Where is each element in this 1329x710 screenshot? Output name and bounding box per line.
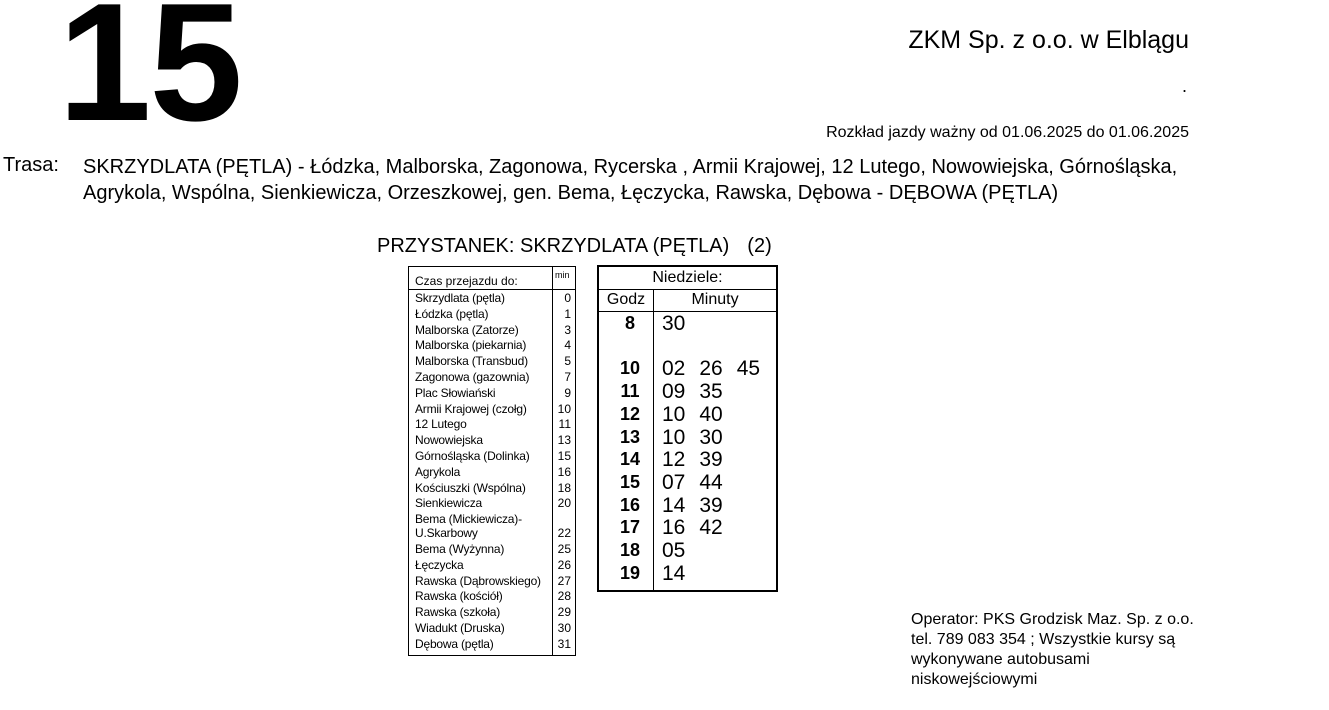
travel-minutes: 28 (557, 589, 571, 604)
travel-stop-name: Rawska (szkoła) (415, 605, 501, 620)
travel-stop-name: Bema (Mickiewicza)- (415, 512, 522, 527)
route-description: SKRZYDLATA (PĘTLA) - Łódzka, Malborska, Zagonowa, Rycerska , Armii Krajowej, 12 Lutego, Nowowiejska, Górnośląska, Agrykola, Wspólna, Sienkiewicza, Orzeszkowej, gen. Bema, Łęczycka, Rawska, Dębowa - DĘBOWA (PĘTLA) (83, 156, 1178, 204)
schedule-minutes (662, 516, 737, 540)
schedule-hour: 12 (619, 403, 641, 424)
travel-stop-name: Łódzka (pętla) (415, 306, 489, 321)
departure-minute: 44 (699, 470, 723, 494)
schedule-minutes (662, 471, 737, 495)
schedule-minutes (662, 539, 699, 563)
travel-stop-name: Malborska (Transbud) (415, 354, 528, 369)
schedule-hour: 8 (624, 313, 635, 333)
travel-stop-name: Kościuszki (Wspólna) (415, 480, 526, 495)
travel-stop-name: Plac Słowiański (415, 385, 496, 400)
schedule-hour: 11 (620, 381, 640, 402)
schedule-row (599, 516, 776, 539)
company-name: ZKM Sp. z o.o. w Elblągu (908, 26, 1189, 54)
schedule-hour: 14 (619, 449, 641, 470)
validity-text: Rozkład jazdy ważny od 01.06.2025 do 01.06.2025 (826, 124, 1189, 141)
schedule-hour: 17 (619, 517, 641, 538)
departure-minute: 14 (662, 561, 686, 585)
travel-stop-name: Zagonowa (gazownia) (415, 370, 530, 384)
travel-stop-name: Łęczycka (415, 557, 464, 572)
travel-minutes: 30 (557, 621, 571, 635)
departure-minute: 30 (699, 425, 723, 449)
route-label: Trasa: (3, 154, 59, 176)
departure-minute: 30 (662, 312, 686, 335)
travel-stop-name: Sienkiewicza (415, 496, 482, 511)
travel-minutes: 27 (557, 573, 571, 588)
travel-minutes: 1 (564, 306, 571, 321)
travel-minutes: 13 (557, 433, 571, 448)
stop-heading (377, 235, 772, 258)
travel-stop-name: Rawska (kościół) (415, 589, 503, 604)
travel-stop-name: U.Skarbowy (415, 526, 478, 541)
schedule-row (599, 357, 776, 380)
travel-time-header: Czas przejazdu do: (415, 274, 518, 288)
departure-minute: 40 (699, 402, 723, 426)
travel-minutes: 18 (557, 480, 571, 495)
travel-stop-name: Nowowiejska (415, 433, 483, 448)
stop-name: PRZYSTANEK: SKRZYDLATA (PĘTLA) (377, 235, 730, 257)
schedule-hour: 10 (619, 358, 641, 379)
departure-minute: 26 (699, 357, 723, 381)
schedule-hour: 19 (619, 562, 641, 583)
schedule-day-type: Niedziele: (652, 269, 723, 286)
schedule-minutes (662, 562, 699, 586)
schedule-minutes (662, 494, 737, 518)
travel-minutes: 4 (564, 338, 571, 353)
travel-stop-name: Malborska (Zatorze) (415, 322, 519, 337)
schedule-hour: 15 (619, 471, 641, 492)
travel-minutes: 26 (557, 557, 571, 572)
schedule-hour: 16 (619, 494, 641, 515)
stop-number: (2) (747, 235, 772, 257)
travel-minutes: 29 (557, 605, 571, 620)
travel-minutes: 5 (564, 354, 571, 369)
hour-column-header: Godz (606, 291, 646, 308)
travel-time-table (408, 266, 576, 656)
departure-minute: 39 (699, 493, 723, 517)
schedule-minutes (662, 312, 699, 336)
schedule-hour: 13 (619, 426, 641, 447)
departure-minute: 09 (662, 380, 686, 404)
travel-stop-name: Wiadukt (Druska) (415, 621, 505, 635)
travel-minutes: 31 (557, 636, 571, 651)
travel-minutes: 9 (564, 385, 571, 400)
schedule-row (599, 380, 776, 403)
schedule-row (599, 312, 776, 335)
departure-minute: 45 (736, 357, 761, 381)
minutes-column-header: Minuty (691, 291, 739, 308)
departure-minute: 10 (662, 425, 686, 449)
travel-stop-name: Malborska (piekarnia) (415, 338, 527, 353)
departure-minute: 10 (662, 402, 686, 426)
travel-stop-name: Rawska (Dąbrowskiego) (415, 573, 541, 588)
travel-minutes: 11 (558, 417, 571, 432)
schedule-minutes (662, 448, 737, 472)
schedule-minutes (662, 380, 737, 404)
travel-minutes: 10 (557, 401, 571, 416)
travel-minutes: 3 (564, 322, 571, 337)
departure-minute: 05 (662, 539, 686, 562)
travel-stop-name: Skrzydlata (pętla) (415, 291, 505, 305)
departure-minute: 12 (662, 448, 686, 472)
departure-minute: 07 (662, 470, 686, 494)
schedule-minutes (662, 426, 737, 450)
travel-stop-name: 12 Lutego (415, 417, 467, 432)
schedule-minutes (662, 357, 774, 381)
travel-stop-name: Dębowa (pętla) (415, 636, 494, 651)
operator-note: Operator: PKS Grodzisk Maz. Sp. z o.o. tel. 789 083 354 ; Wszystkie kursy są wykonywane autobusami niskowejściowymi (911, 611, 1194, 688)
travel-minutes: 22 (557, 526, 571, 541)
travel-stop-name: Bema (Wyżynna) (415, 542, 505, 556)
departure-minute: 35 (699, 380, 723, 404)
schedule-hour: 18 (619, 540, 641, 560)
departure-minute: 39 (699, 448, 723, 472)
travel-stop-name: Armii Krajowej (czołg) (415, 401, 527, 416)
departure-schedule (597, 265, 778, 592)
schedule-row (599, 494, 776, 517)
departure-minute: 02 (662, 357, 686, 381)
schedule-row (599, 562, 776, 585)
header-dot: . (1181, 76, 1187, 96)
travel-stop-name: Górnośląska (Dolinka) (415, 449, 530, 463)
travel-minutes: 15 (557, 449, 571, 463)
line-number: 15 (58, 0, 241, 156)
travel-minutes: 7 (564, 370, 571, 384)
departure-minute: 16 (662, 516, 686, 540)
schedule-minutes (662, 403, 737, 427)
travel-minutes: 0 (564, 291, 571, 305)
schedule-row (599, 539, 776, 562)
travel-minutes: 16 (557, 464, 571, 479)
departure-minute: 14 (662, 493, 686, 517)
travel-stop-name: Agrykola (415, 464, 461, 479)
travel-time-min-header: min (555, 270, 570, 280)
schedule-row (599, 403, 776, 426)
travel-minutes: 25 (557, 542, 571, 556)
travel-minutes: 20 (557, 496, 571, 511)
schedule-row (599, 448, 776, 471)
schedule-row (599, 426, 776, 449)
departure-minute: 42 (699, 516, 723, 540)
schedule-row (599, 471, 776, 494)
